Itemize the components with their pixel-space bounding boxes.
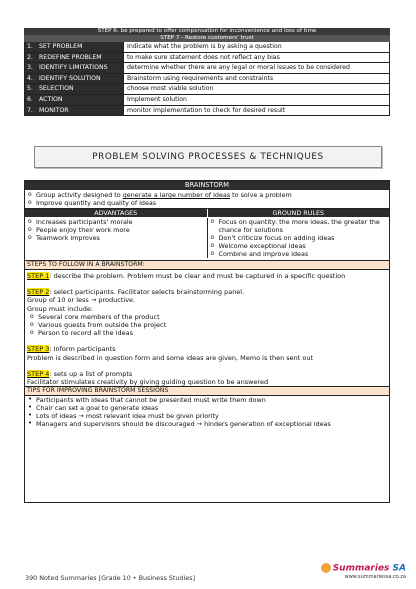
table-header-step6: STEP 6: be prepared to offer compensation for inconvenience and loss of time — [24, 28, 390, 35]
advantage-item: o Teamwork improves — [25, 234, 207, 242]
table-header-step7: STEP 7 - Restore customers' trust — [24, 35, 390, 42]
intro-item: o Improve quantity and quality of ideas — [25, 199, 389, 207]
step-2: STEP 2: select participants. Facilitator selects brainstorming panel. — [27, 288, 245, 297]
ground-rules-heading: GROUND RULES — [207, 209, 390, 217]
mascot-icon — [321, 563, 331, 573]
advantage-item: o Increases participants' morale — [25, 218, 207, 226]
step-name-cell: 2. REDEFINE PROBLEM — [25, 53, 123, 63]
step-description-cell: Brainstorm using requirements and constraints — [123, 74, 389, 84]
step-name-cell: 3. IDENTIFY LIMITATIONS — [25, 63, 123, 73]
step-name-cell: 6. ACTION — [25, 95, 123, 105]
ground-rule-item: o Welcome exceptional ideas — [208, 242, 390, 250]
ground-rule-item: o Don't criticize focus on adding ideas — [208, 234, 390, 242]
step-description-cell: choose most viable solution — [123, 84, 389, 94]
tip-item: • Lots of ideas → most relevant idea must be given priority — [25, 412, 389, 420]
step-2-group-size: Group of 10 or less → productive. — [27, 296, 136, 305]
step-name-cell: 7. MONITOR — [25, 106, 123, 116]
step-4: STEP 4: sets up a list of prompts — [27, 369, 133, 378]
advantage-item: o People enjoy their work more — [25, 226, 207, 234]
columns-header — [25, 209, 389, 217]
step-description-cell: Indicate what the problem is by asking a question — [123, 42, 389, 52]
brainstorm-title: BRAINSTORM — [25, 181, 389, 190]
ground-rule-item: o Combine and improve ideas — [208, 250, 390, 258]
summaries-sa-logo: Summaries SA www.summariessa.co.za — [321, 563, 406, 580]
advantages-list — [25, 218, 207, 242]
step-name-cell: 4. IDENTIFY SOLUTION — [25, 74, 123, 84]
group-member-item: o Various guests from outside the project — [27, 321, 387, 329]
step-2-list — [27, 313, 387, 338]
step-4-detail: Facilitator stimulates creativity by giving guiding question to be answered — [27, 378, 269, 387]
group-member-item: o Several core members of the product — [27, 313, 387, 321]
tips-header: TIPS FOR IMPROVING BRAINSTORM SESSIONS — [25, 386, 389, 396]
tip-item: • Chair can set a goal to generate ideas — [25, 404, 389, 412]
tips-list — [25, 396, 389, 428]
step-description-cell: Implement solution — [123, 95, 389, 105]
ground-rules-list — [208, 218, 390, 258]
table-row — [24, 106, 390, 117]
step-2-group-must: Group must include: — [27, 304, 94, 313]
step-name-cell: 1. SET PROBLEM — [25, 42, 123, 52]
steps-header: STEPS TO FOLLOW IN A BRAINSTORM: — [25, 261, 389, 270]
step-3: STEP 3: Inform participants — [27, 345, 116, 354]
steps-table — [24, 28, 390, 116]
table-row — [24, 63, 390, 74]
advantages-heading: ADVANTAGES — [94, 209, 138, 217]
table-row — [24, 74, 390, 85]
tip-item: • Participants with ideas that cannot be presented must write them down — [25, 396, 389, 404]
table-row — [24, 53, 390, 64]
step-1: STEP 1: describe the problem. Problem must be clear and must be captured in a specific question — [27, 272, 346, 280]
section-title-banner: PROBLEM SOLVING PROCESSES & TECHNIQUES — [34, 146, 382, 168]
logo-website: www.summariessa.co.za — [344, 573, 406, 580]
step-description-cell: determine whether there are any legal or moral issues to be considered — [123, 63, 389, 73]
step-name-cell: 5. SELECTION — [25, 84, 123, 94]
ground-rule-item: o Focus on quantity: the more ideas, the greater the chance for solutions — [208, 218, 390, 234]
step-description-cell: to make sure statement does not reflect any bias — [123, 53, 389, 63]
page-footer: 390 Noted Summaries [Grade 10 • Business Studies] — [25, 574, 195, 582]
table-row — [24, 84, 390, 95]
table-row — [24, 95, 390, 106]
group-member-item: o Person to record all the ideas — [27, 329, 387, 337]
step-3-detail: Problem is described in question form and some ideas are given, Memo is then sent out — [27, 353, 314, 362]
brainstorm-box — [24, 180, 390, 503]
table-row — [24, 42, 390, 53]
advantages-rules-columns — [25, 217, 389, 261]
intro-item: o Group activity designed to generate a large number of ideas to solve a problem — [25, 191, 389, 199]
step-description-cell: monitor implementation to check for desired result — [123, 106, 389, 116]
tip-item: • Managers and supervisors should be discouraged → hinders generation of exceptional ideas — [25, 420, 389, 428]
brainstorm-intro — [25, 190, 389, 209]
